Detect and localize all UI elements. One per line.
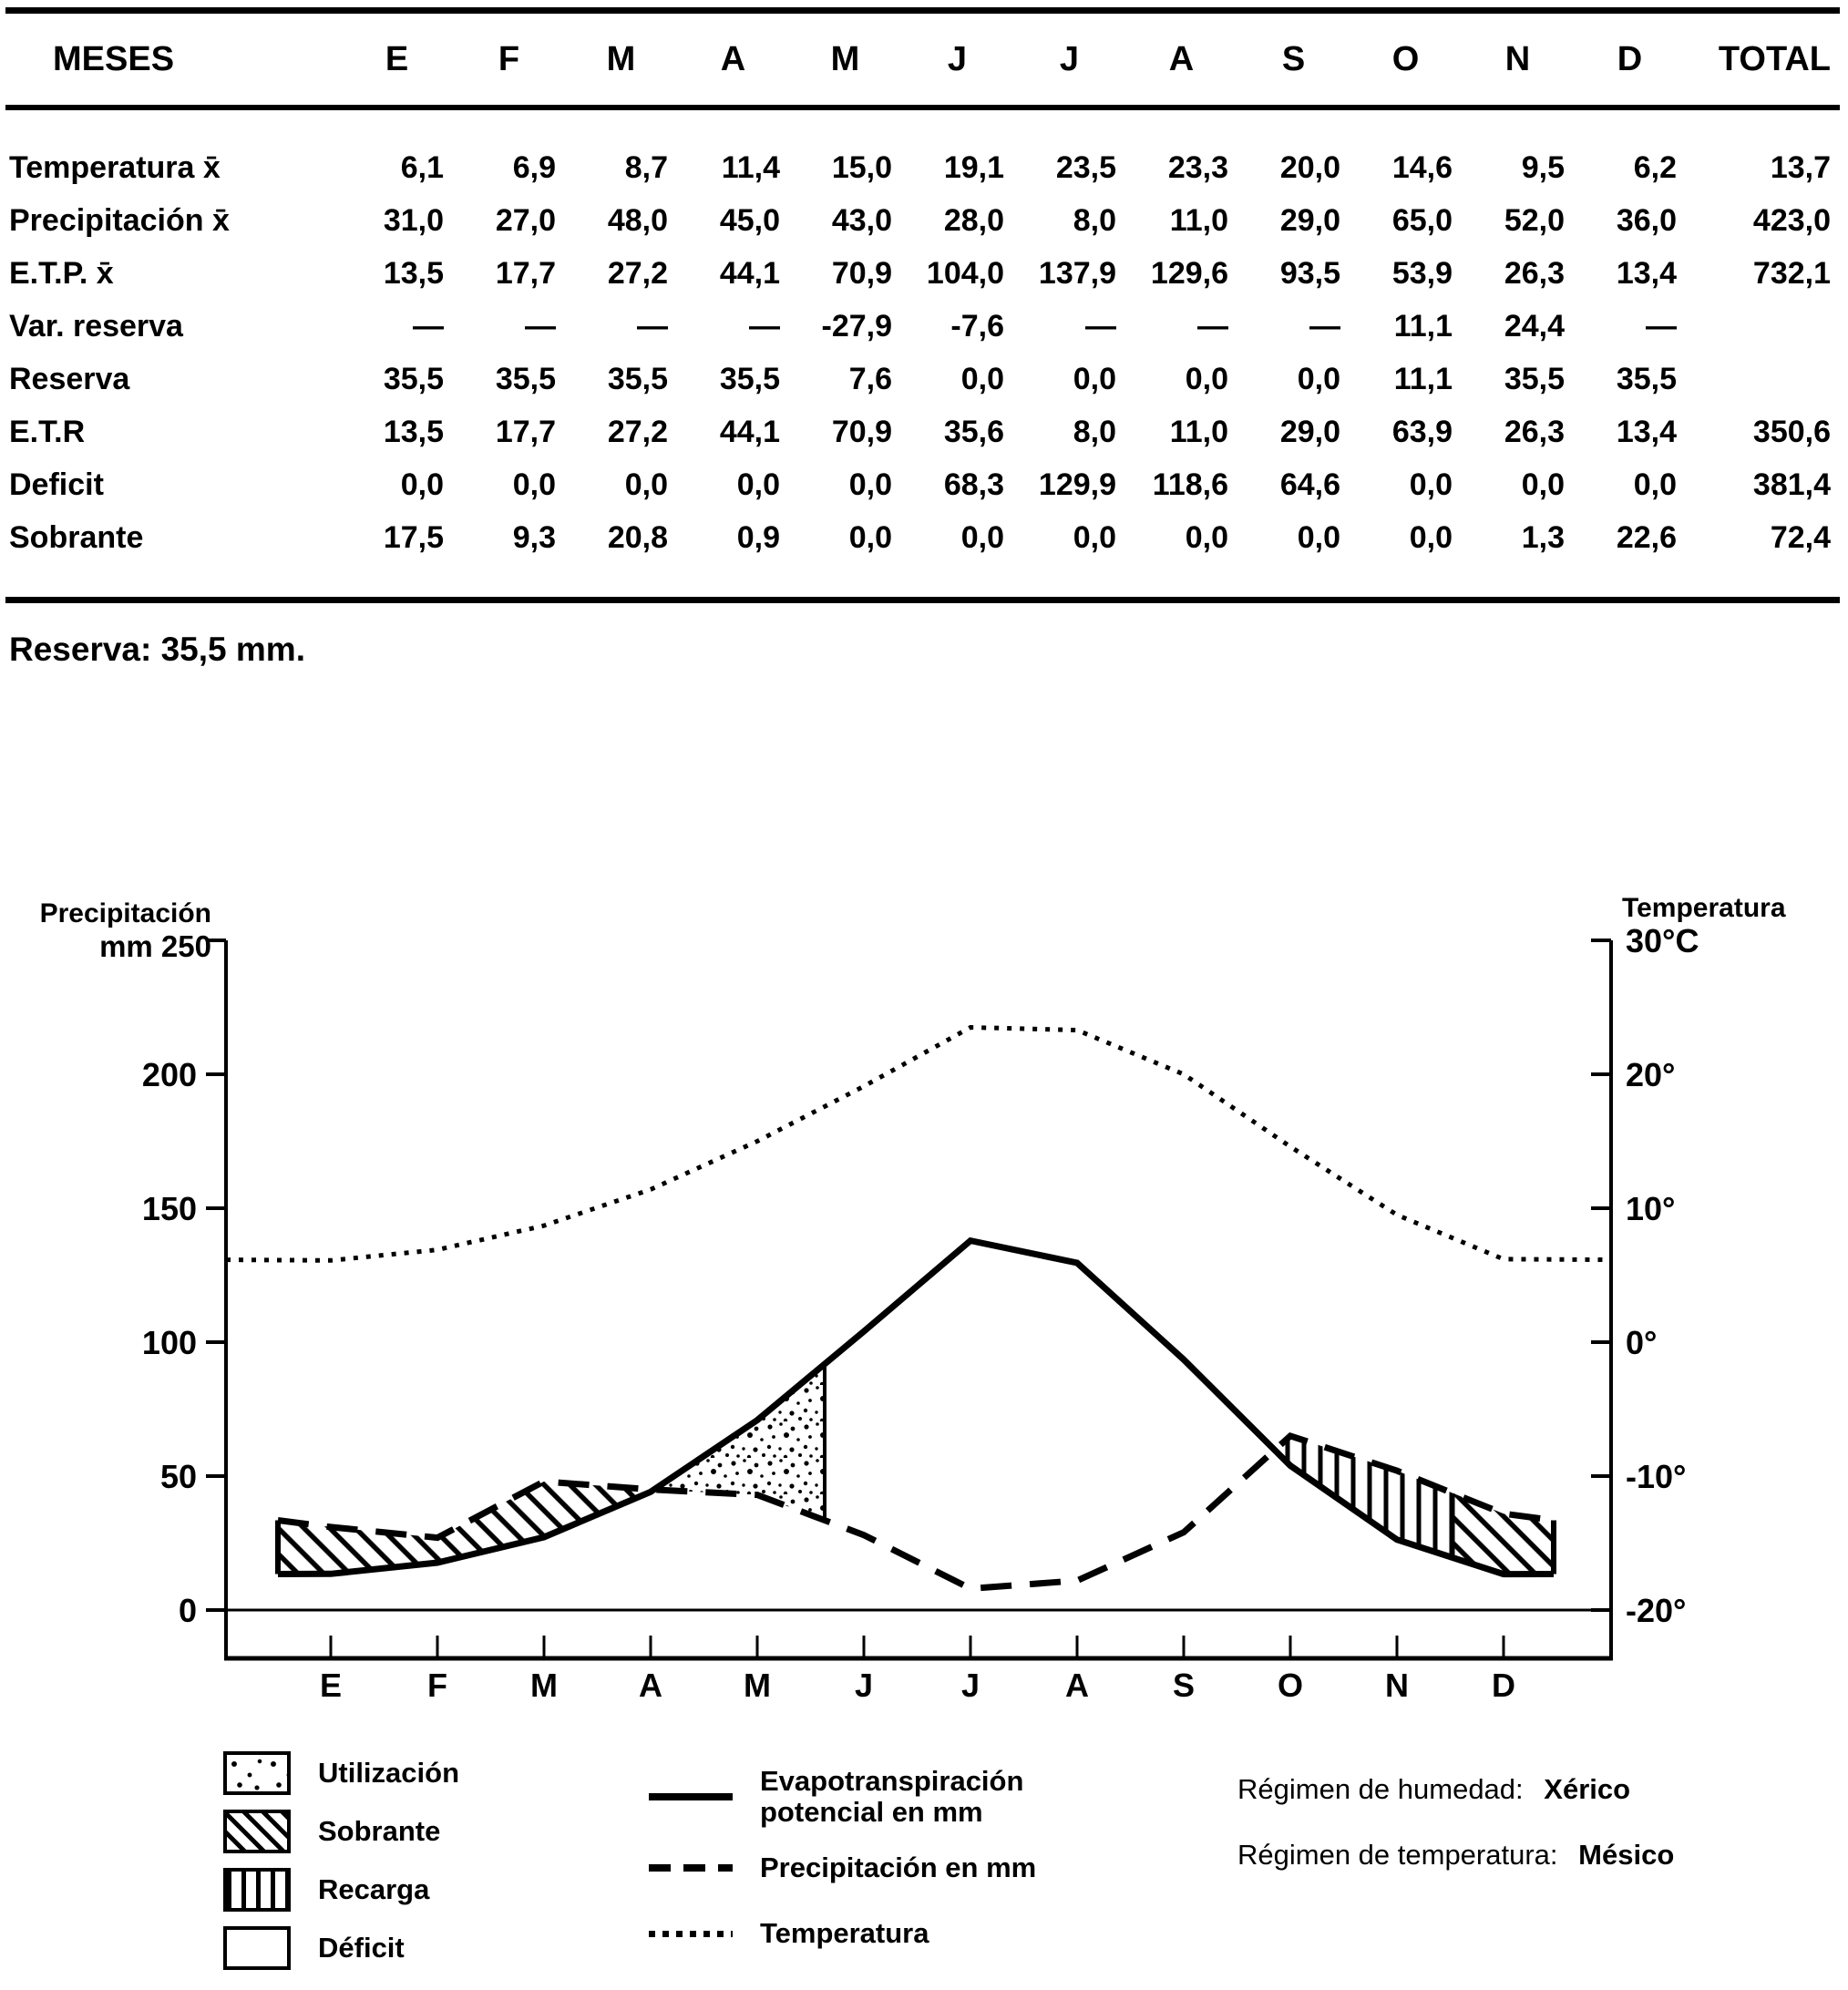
cell-value: 0,9 bbox=[736, 519, 780, 555]
cell-value: 13,4 bbox=[1616, 414, 1677, 449]
cell-value: 53,9 bbox=[1391, 255, 1453, 291]
row-total: 423,0 bbox=[1752, 202, 1831, 238]
legend-item-sobrante bbox=[223, 1810, 459, 1853]
cell-value: 129,9 bbox=[1038, 467, 1116, 502]
cell-value: 0,0 bbox=[848, 519, 892, 555]
cell-value: 23,5 bbox=[1055, 149, 1116, 185]
cell-value: 70,9 bbox=[831, 255, 892, 291]
cell-value: 129,6 bbox=[1150, 255, 1228, 291]
cell-value: — bbox=[525, 308, 556, 344]
legend-item-precipitation-line bbox=[649, 1848, 1036, 1888]
legend-label: Evapotranspiración potencial en mm bbox=[760, 1765, 1024, 1828]
month-header: J bbox=[1013, 11, 1125, 108]
right-tick-label: -10° bbox=[1626, 1458, 1687, 1495]
month-label: J bbox=[960, 1667, 980, 1704]
cell-value: 0,0 bbox=[512, 467, 556, 502]
cell-value: 11,1 bbox=[1393, 361, 1453, 396]
cell-value: 35,5 bbox=[1616, 361, 1677, 396]
cell-value: 0,0 bbox=[1633, 467, 1677, 502]
month-label: A bbox=[639, 1667, 662, 1704]
cell-value: 65,0 bbox=[1391, 202, 1453, 238]
month-header: A bbox=[677, 11, 789, 108]
reserve-note: Reserva: 35,5 mm. bbox=[9, 631, 305, 668]
right-tick-label: 10° bbox=[1626, 1190, 1676, 1227]
cell-value: 29,0 bbox=[1279, 414, 1340, 449]
legend-label: Precipitación en mm bbox=[760, 1852, 1037, 1883]
cell-value: 20,0 bbox=[1279, 149, 1340, 185]
month-label: O bbox=[1277, 1667, 1304, 1704]
row-total: 732,1 bbox=[1752, 255, 1831, 291]
temperature-curve bbox=[226, 1028, 1611, 1261]
cell-value: 0,0 bbox=[960, 361, 1004, 396]
cell-value: 26,3 bbox=[1504, 255, 1565, 291]
dashed-line-icon bbox=[649, 1864, 733, 1872]
month-header: M bbox=[789, 11, 901, 108]
cell-value: 36,0 bbox=[1616, 202, 1677, 238]
cell-value: 35,5 bbox=[719, 361, 780, 396]
month-header: F bbox=[453, 11, 565, 108]
month-header: J bbox=[901, 11, 1013, 108]
row-total: 13,7 bbox=[1770, 149, 1831, 185]
cell-value: 35,5 bbox=[1504, 361, 1565, 396]
cell-value: -7,6 bbox=[950, 308, 1004, 344]
month-label: N bbox=[1385, 1667, 1409, 1704]
cell-value: 9,3 bbox=[512, 519, 556, 555]
right-tick-label: 20° bbox=[1626, 1056, 1676, 1093]
cell-value: 29,0 bbox=[1279, 202, 1340, 238]
cell-value: 13,5 bbox=[383, 255, 444, 291]
legend-label: Déficit bbox=[318, 1932, 405, 1964]
cell-value: 8,0 bbox=[1073, 414, 1116, 449]
cell-value: — bbox=[637, 308, 668, 344]
humidity-regime bbox=[1237, 1773, 1674, 1806]
cell-value: 31,0 bbox=[383, 202, 444, 238]
cell-value: 22,6 bbox=[1616, 519, 1677, 555]
cell-value: 0,0 bbox=[848, 467, 892, 502]
row-label: Var. reserva bbox=[9, 308, 183, 344]
cell-value: 63,9 bbox=[1391, 414, 1453, 449]
cell-value: 35,5 bbox=[383, 361, 444, 396]
cell-value: 11,0 bbox=[1169, 202, 1228, 238]
left-axis-title: Precipitación bbox=[39, 898, 211, 928]
cell-value: 9,5 bbox=[1521, 149, 1565, 185]
cell-value: 0,0 bbox=[1521, 467, 1565, 502]
right-axis-title: Temperatura bbox=[1622, 893, 1786, 923]
cell-value: -27,9 bbox=[821, 308, 892, 344]
cell-value: 44,1 bbox=[719, 255, 780, 291]
legend-regimes bbox=[1237, 1773, 1674, 1904]
cell-value: 19,1 bbox=[943, 149, 1004, 185]
month-header: A bbox=[1125, 11, 1237, 108]
cell-value: 0,0 bbox=[1073, 519, 1116, 555]
regime-prefix: Régimen de temperatura: bbox=[1237, 1839, 1558, 1871]
row-label: Deficit bbox=[9, 467, 104, 502]
row-label: Precipitación x̄ bbox=[9, 202, 230, 238]
cell-value: 28,0 bbox=[943, 202, 1004, 238]
cell-value: 23,3 bbox=[1167, 149, 1228, 185]
cell-value: 35,5 bbox=[607, 361, 668, 396]
month-label: M bbox=[744, 1667, 771, 1704]
cell-value: — bbox=[1085, 308, 1116, 344]
cell-value: 0,0 bbox=[1073, 361, 1116, 396]
left-tick-label: 150 bbox=[141, 1190, 197, 1227]
cell-value: — bbox=[1309, 308, 1340, 344]
cell-value: 14,6 bbox=[1391, 149, 1453, 185]
cell-value: — bbox=[1197, 308, 1228, 344]
cell-value: 0,0 bbox=[1297, 361, 1340, 396]
solid-line-icon bbox=[649, 1793, 733, 1800]
cell-value: 68,3 bbox=[943, 467, 1004, 502]
cell-value: 17,7 bbox=[495, 255, 556, 291]
month-header: M bbox=[565, 11, 677, 108]
left-axis-title: mm 250 bbox=[99, 929, 211, 963]
cell-value: 13,5 bbox=[383, 414, 444, 449]
legend-item-etp-line bbox=[649, 1764, 1036, 1830]
cell-value: 6,1 bbox=[400, 149, 444, 185]
row-label: E.T.P. x̄ bbox=[9, 255, 114, 291]
cell-value: 0,0 bbox=[1185, 519, 1228, 555]
cell-value: 24,4 bbox=[1504, 308, 1565, 344]
temperature-regime bbox=[1237, 1839, 1674, 1872]
cell-value: 118,6 bbox=[1152, 467, 1228, 502]
recarga-area bbox=[1275, 1436, 1453, 1558]
cell-value: 11,4 bbox=[721, 149, 780, 185]
legend-lines bbox=[649, 1764, 1036, 1954]
left-tick-label: 100 bbox=[141, 1324, 197, 1361]
month-label: E bbox=[319, 1667, 343, 1704]
cell-value: 20,8 bbox=[607, 519, 668, 555]
cell-value: 11,0 bbox=[1169, 414, 1228, 449]
cell-value: — bbox=[413, 308, 444, 344]
left-tick-label: 0 bbox=[178, 1592, 197, 1629]
cell-value: 7,6 bbox=[848, 361, 892, 396]
cell-value: 45,0 bbox=[719, 202, 780, 238]
stipple-swatch-icon bbox=[223, 1751, 291, 1795]
meses-header: MESES bbox=[5, 11, 341, 108]
cell-value: 27,2 bbox=[607, 255, 668, 291]
legend-label: Sobrante bbox=[318, 1815, 441, 1847]
legend-item-recarga bbox=[223, 1868, 459, 1912]
left-tick-label: 50 bbox=[159, 1458, 197, 1495]
dotted-line-icon bbox=[649, 1931, 733, 1937]
month-label: D bbox=[1492, 1667, 1515, 1704]
white-swatch-icon bbox=[223, 1926, 291, 1970]
cell-value: 0,0 bbox=[624, 467, 668, 502]
month-header: N bbox=[1462, 11, 1574, 108]
cell-value: 15,0 bbox=[831, 149, 892, 185]
row-label: Reserva bbox=[9, 361, 130, 396]
month-label: A bbox=[1065, 1667, 1089, 1704]
cell-value: 43,0 bbox=[831, 202, 892, 238]
cell-value: — bbox=[749, 308, 780, 344]
cell-value: 17,7 bbox=[495, 414, 556, 449]
cell-value: 17,5 bbox=[383, 519, 444, 555]
cell-value: 48,0 bbox=[607, 202, 668, 238]
regime-value: Mésico bbox=[1578, 1839, 1675, 1871]
month-header: O bbox=[1350, 11, 1462, 108]
cell-value: 52,0 bbox=[1504, 202, 1565, 238]
cell-value: 0,0 bbox=[1409, 467, 1453, 502]
month-header: S bbox=[1237, 11, 1350, 108]
legend-label: Temperatura bbox=[760, 1917, 929, 1949]
row-label: E.T.R bbox=[9, 414, 86, 449]
row-total: 72,4 bbox=[1770, 519, 1831, 555]
row-label: Sobrante bbox=[9, 519, 144, 555]
cell-value: 0,0 bbox=[1185, 361, 1228, 396]
cell-value: 137,9 bbox=[1038, 255, 1116, 291]
left-tick-label: 200 bbox=[141, 1056, 197, 1093]
cell-value: 0,0 bbox=[960, 519, 1004, 555]
legend-label: Utilización bbox=[318, 1757, 460, 1789]
cell-value: 44,1 bbox=[719, 414, 780, 449]
month-label: F bbox=[427, 1667, 447, 1704]
regime-value: Xérico bbox=[1544, 1773, 1631, 1805]
cell-value: 35,6 bbox=[943, 414, 1004, 449]
cell-value: 35,5 bbox=[495, 361, 556, 396]
month-header: E bbox=[341, 11, 453, 108]
cell-value: 70,9 bbox=[831, 414, 892, 449]
cell-value: 0,0 bbox=[1297, 519, 1340, 555]
cell-value: 13,4 bbox=[1616, 255, 1677, 291]
cell-value: 104,0 bbox=[926, 255, 1004, 291]
row-total: 350,6 bbox=[1752, 414, 1831, 449]
total-header: TOTAL bbox=[1686, 11, 1840, 108]
cell-value: 27,2 bbox=[607, 414, 668, 449]
cell-value: 6,9 bbox=[512, 149, 556, 185]
cell-value: 6,2 bbox=[1633, 149, 1677, 185]
right-tick-label: 0° bbox=[1626, 1324, 1658, 1361]
cell-value: — bbox=[1646, 308, 1677, 344]
legend-item-deficit bbox=[223, 1926, 459, 1970]
regime-prefix: Régimen de humedad: bbox=[1237, 1773, 1524, 1805]
cell-value: 27,0 bbox=[495, 202, 556, 238]
right-tick-label: 30°C bbox=[1626, 922, 1699, 959]
month-label: J bbox=[854, 1667, 874, 1704]
right-tick-label: -20° bbox=[1626, 1592, 1687, 1629]
vertical-hatch-swatch-icon bbox=[223, 1868, 291, 1912]
legend-label: Recarga bbox=[318, 1873, 430, 1905]
cell-value: 11,1 bbox=[1393, 308, 1453, 344]
month-label: M bbox=[530, 1667, 558, 1704]
cell-value: 26,3 bbox=[1504, 414, 1565, 449]
cell-value: 1,3 bbox=[1521, 519, 1565, 555]
legend-areas bbox=[223, 1751, 459, 1985]
legend-item-temperature-line bbox=[649, 1913, 1036, 1954]
cell-value: 0,0 bbox=[1409, 519, 1453, 555]
row-label: Temperatura x̄ bbox=[9, 149, 221, 185]
legend-item-utilizacion bbox=[223, 1751, 459, 1795]
cell-value: 0,0 bbox=[400, 467, 444, 502]
cell-value: 93,5 bbox=[1279, 255, 1340, 291]
cell-value: 64,6 bbox=[1279, 467, 1340, 502]
cell-value: 8,0 bbox=[1073, 202, 1116, 238]
row-total: 381,4 bbox=[1752, 467, 1831, 502]
month-header: D bbox=[1574, 11, 1686, 108]
cell-value: 8,7 bbox=[624, 149, 668, 185]
diagonal-hatch-swatch-icon bbox=[223, 1810, 291, 1853]
month-label: S bbox=[1172, 1667, 1196, 1704]
cell-value: 0,0 bbox=[736, 467, 780, 502]
